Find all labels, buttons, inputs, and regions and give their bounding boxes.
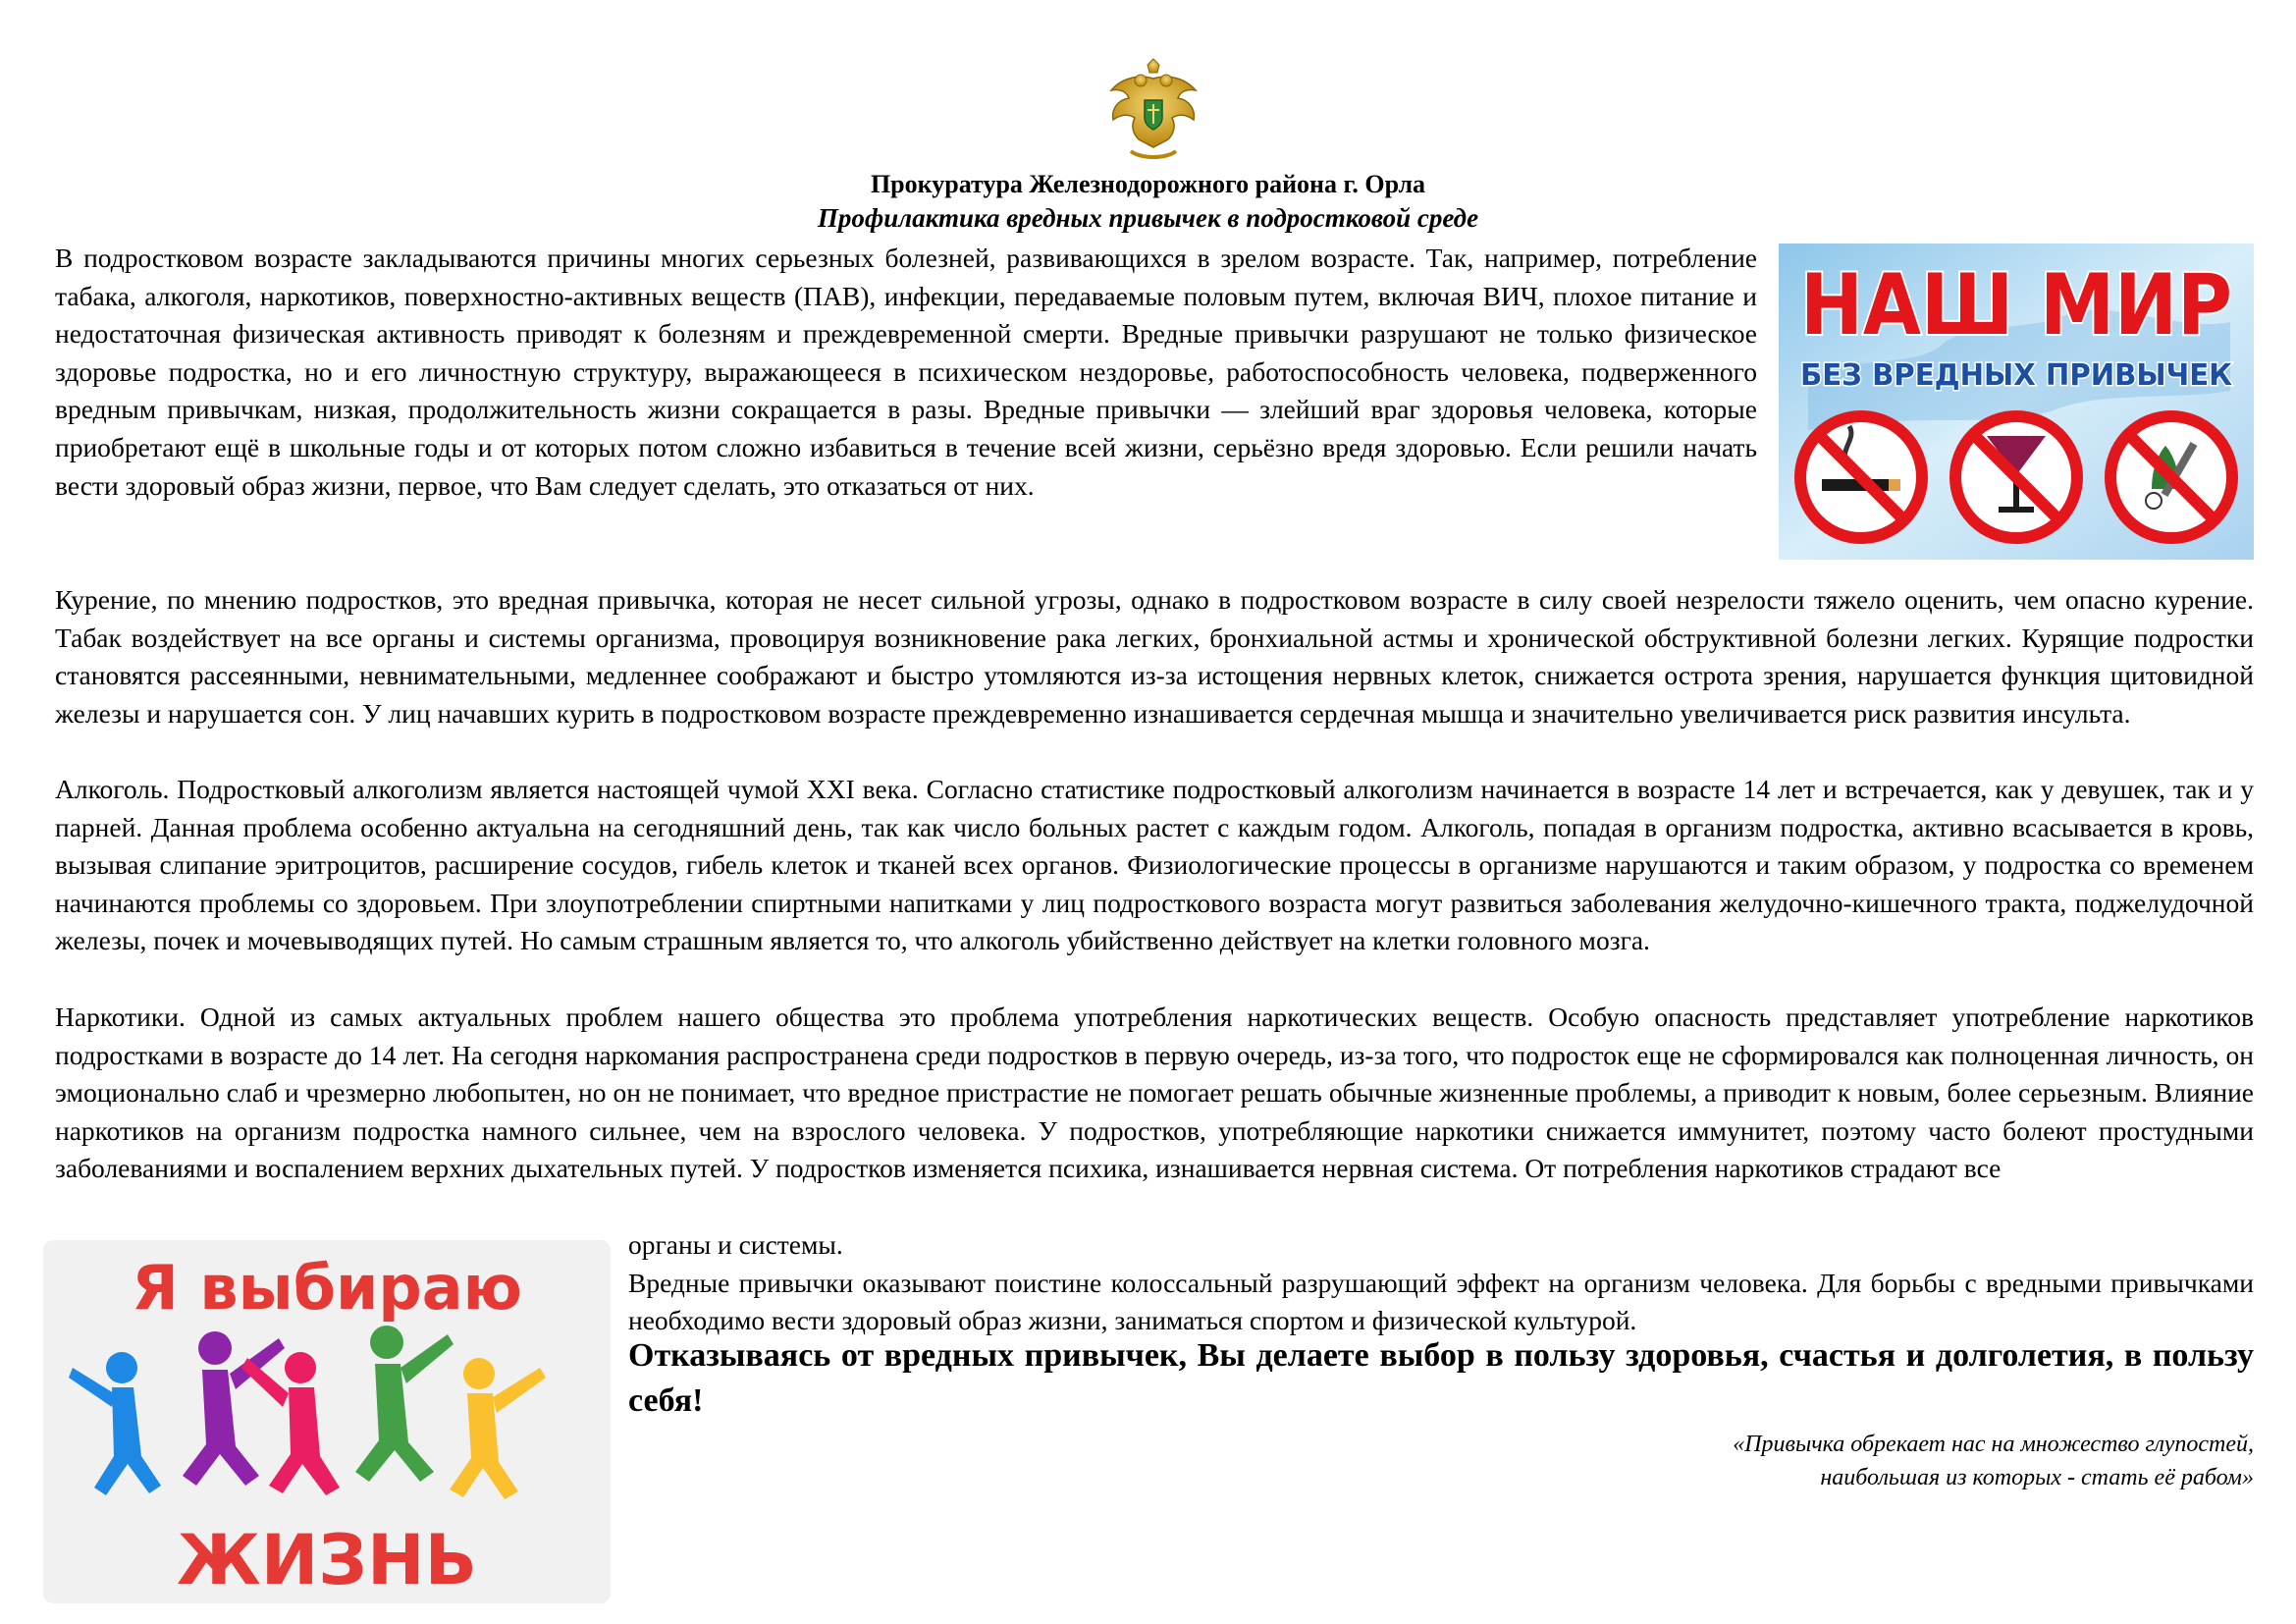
no-drugs-icon — [2110, 416, 2232, 538]
slogan: Отказываясь от вредных привычек, Вы делаете выбор в пользу здоровья, счастья и долголетия, в пользу себя! — [628, 1337, 2254, 1419]
organization-title: Прокуратура Железнодорожного района г. Орла — [870, 170, 1426, 198]
poster-title: НАШ МИР — [1800, 256, 2232, 354]
poster-subtitle: БЕЗ ВРЕДНЫХ ПРИВЫЧЕК — [1800, 358, 2233, 393]
paragraph-conclusion — [628, 1226, 2254, 1340]
conclusion-text: Вредные привычки оказывают поистине колоссальный разрушающий эффект на организм человека. Для борьбы с вредными привычками необходимо вести здоровый образ жизни, заниматься спортом и физической культурой. — [628, 1267, 2254, 1336]
quote-line-2: наибольшая из которых - стать её рабом» — [1820, 1465, 2254, 1490]
prosecutor-emblem-icon — [1101, 57, 1205, 165]
drugs-paragraph-end: органы и системы. — [628, 1229, 843, 1260]
no-alcohol-icon — [1955, 416, 2077, 538]
quote-line-1: «Привычка обрекает нас на множество глупостей, — [1733, 1432, 2254, 1457]
poster-i-choose-life — [43, 1240, 611, 1603]
poster-our-world — [1779, 244, 2254, 560]
poster-life-bottom: ЖИЗНЬ — [177, 1520, 477, 1600]
paragraph-smoking: Курение, по мнению подростков, это вредная привычка, которая не несет сильной угрозы, однако в подростковом возрасте в силу своей незрелости тяжело оценить, чем опасно курение. Табак воздействует на все органы и системы организма, провоцируя возникновение рака легких, бронхиальной астмы и хронической обструктивной болезни легких. Курящие подростки становятся рассеянными, невнимательными, медленнее соображают и быстро утомляются из-за истощения нервных клеток, снижается острота зрения, нарушается функция щитовидной железы и нарушается сон. У лиц начавших курить в подростковом возрасте преждевременно изнашивается сердечная мышца и значительно увеличивается риск развития инсульта. — [55, 584, 2254, 729]
paragraph-intro: В подростковом возрасте закладываются причины многих серьезных болезней, развивающихся в зрелом возрасте. Так, например, потребление табака, алкоголя, наркотиков, поверхностно-активных веществ (ПАВ), инфекции, передаваемые половым путем, включая ВИЧ, плохое питание и недостаточная физическая активность приводят к болезням и преждевременной смерти. Вредные привычки разрушают не только физическое здоровье подростка, но и его личностную структуру, выражающееся в психическом нездоровье, работоспособность человека, подверженного вредным привычкам, низкая, продолжительность жизни сокращается в разы. Вредные привычки — злейший враг здоровья человека, которые приобретают ещё в школьные годы и от которых потом сложно избавиться в течение всей жизни, серьёзно вредя здоровью. Если решили начать вести здоровый образ жизни, первое, что Вам следует сделать, это отказаться от них. — [55, 243, 1757, 501]
paragraph-alcohol: Алкоголь. Подростковый алкоголизм является настоящей чумой XXI века. Согласно статистике подростковый алкоголизм начинается в возрасте 14 лет и встречается, как у девушек, так и у парней. Данная проблема особенно актуальна на сегодняшний день, так как число больных растет с каждым годом. Алкоголь, попадая в организм подростка, активно всасывается в кровь, вызывая слипание эритроцитов, расширение сосудов, гибель клеток и тканей всех органов. Физиологические процессы в организме нарушаются и таким образом, у подростка со временем начинаются проблемы со здоровьем. При злоупотреблении спиртными напитками у лиц подросткового возраста могут развиться заболевания желудочно-кишечного тракта, поджелудочной железы, почек и мочевыводящих путей. Но самым страшным является то, что алкоголь убийственно действует на клетки головного мозга. — [55, 774, 2254, 956]
document-topic: Профилактика вредных привычек в подростковой среде — [817, 203, 1479, 233]
poster-life-top: Я выбираю — [132, 1252, 522, 1324]
no-smoking-icon — [1800, 416, 1922, 538]
paragraph-drugs: Наркотики. Одной из самых актуальных проблем нашего общества это проблема употребления наркотических веществ. Особую опасность представляет употребление наркотиков подростками в возрасте до 14 лет. На сегодня наркомания распространена среди подростков в первую очередь, из-за того, что подросток еще не сформировался как полноценная личность, он эмоционально слаб и чрезмерно любопытен, но он не понимает, что вредное пристрастие не помогает решать обычные жизненные проблемы, а приводит к новым, более серьезным. Влияние наркотиков на организм подростка намного сильнее, чем на взрослого человека. У подростков, употребляющие наркотики снижается иммунитет, поэтому часто болеют простудными заболеваниями и воспалением верхних дыхательных путей. У подростков изменяется психика, изнашивается нервная система. От потребления наркотиков страдают все — [55, 1001, 2254, 1184]
